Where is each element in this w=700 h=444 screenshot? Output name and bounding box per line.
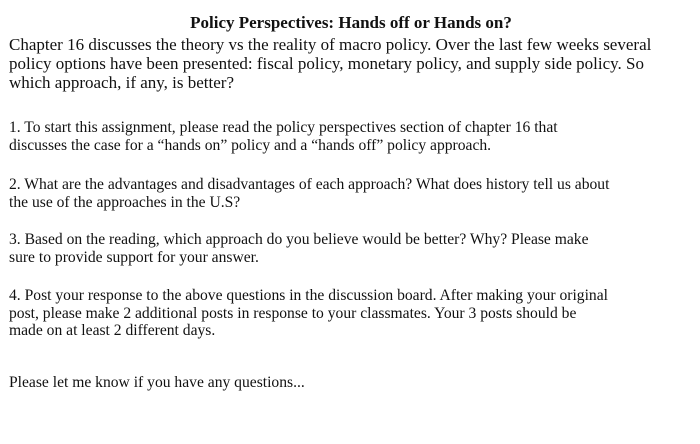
intro-line: Chapter 16 discusses the theory vs the reality of macro policy. Over the last few weeks several (9, 35, 652, 54)
instruction-item-1 (9, 119, 693, 154)
instruction-line: discusses the case for a “hands on” policy and a “hands off” policy approach. (9, 136, 492, 154)
instruction-line: 4. Post your response to the above questions in the discussion board. After making your original (9, 287, 608, 304)
instruction-line: sure to provide support for your answer. (9, 248, 259, 266)
instruction-item-4 (9, 287, 693, 340)
instruction-line: 2. What are the advantages and disadvantages of each approach? What does history tell us about (9, 176, 610, 193)
instruction-line: post, please make 2 additional posts in response to your classmates. Your 3 posts should be (9, 304, 577, 322)
instruction-line: the use of the approaches in the U.S? (9, 193, 241, 211)
intro-paragraph (9, 35, 693, 92)
instruction-line: made on at least 2 different days. (9, 322, 216, 339)
closing-note: Please let me know if you have any questions... (9, 374, 305, 391)
instruction-line: 3. Based on the reading, which approach do you believe would be better? Why? Please make (9, 231, 589, 248)
instruction-line: 1. To start this assignment, please read the policy perspectives section of chapter 16 that (9, 119, 558, 136)
intro-line: policy options have been presented: fiscal policy, monetary policy, and supply side policy. So (9, 54, 644, 73)
intro-line: which approach, if any, is better? (9, 73, 235, 92)
instruction-item-2 (9, 176, 693, 211)
instruction-item-3 (9, 231, 693, 266)
assignment-document (9, 13, 693, 391)
document-title: Policy Perspectives: Hands off or Hands on? (190, 13, 512, 32)
